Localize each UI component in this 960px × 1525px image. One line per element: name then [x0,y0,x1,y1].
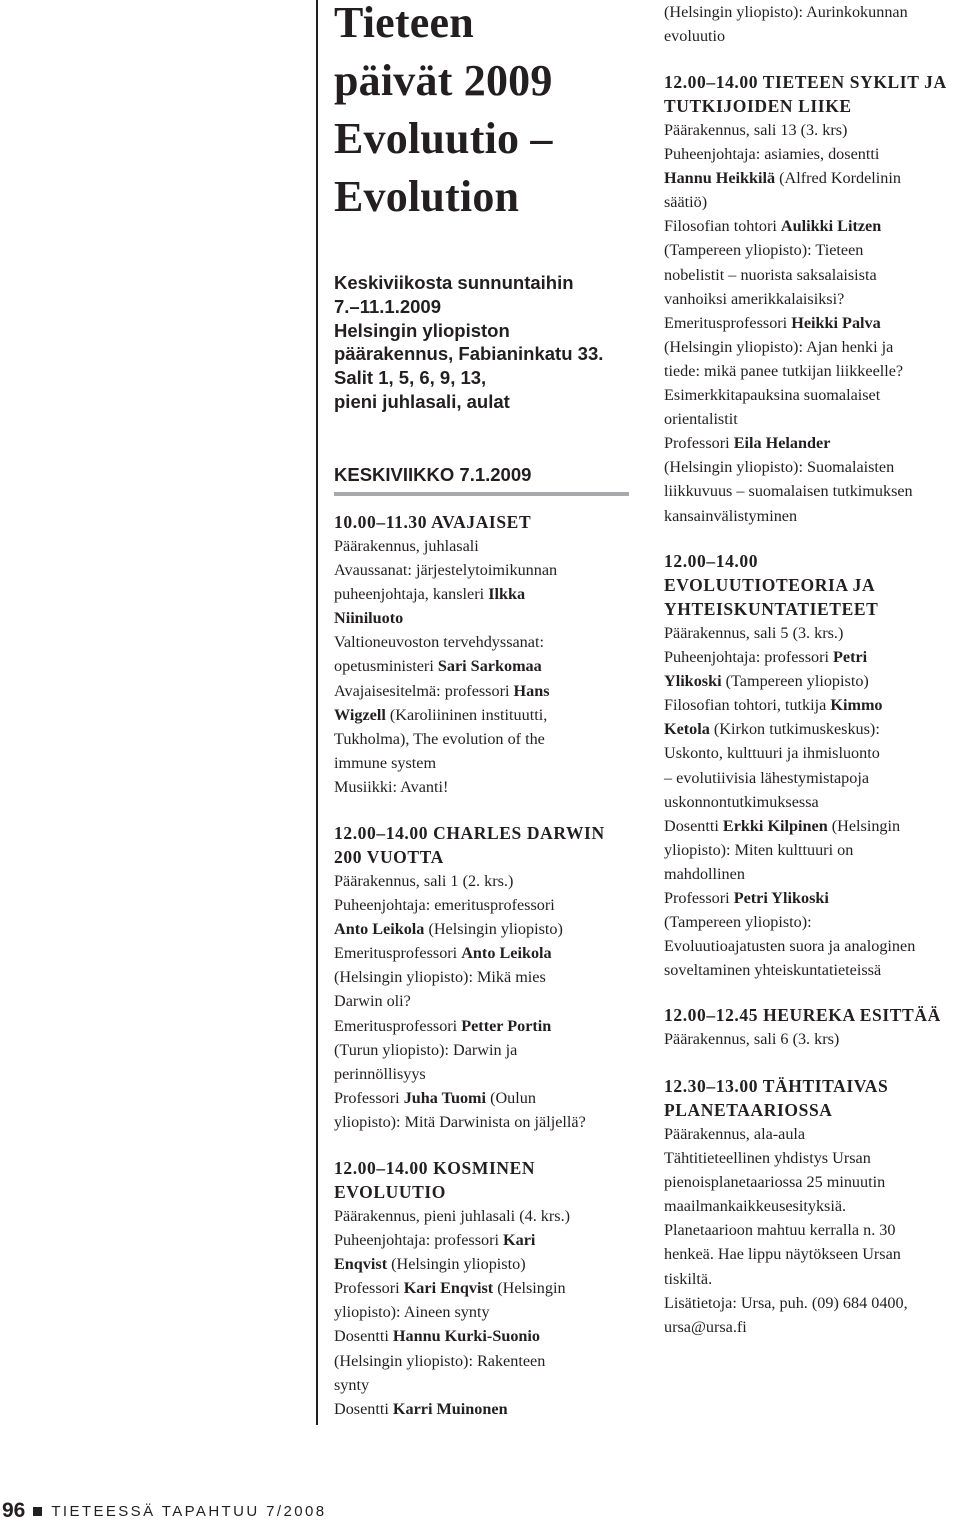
line-text: maailmankaikkeusesityksiä. [664,1197,847,1216]
speaker-name: Hannu Heikkilä [664,169,776,188]
title-line: Tieteen [334,0,474,47]
program-line [664,1146,908,1170]
program-line [664,190,947,214]
line-text: orientalistit [664,410,738,429]
line-text: säätiö) [664,193,708,212]
speaker-name: Anto Leikola [461,944,552,963]
line-text: (Helsingin yliopisto): Rakenteen [334,1351,546,1370]
session-heading: 12.00–14.00 KOSMINEN [334,1158,536,1178]
line-text: evoluutio [664,27,726,46]
column-divider [316,0,318,1425]
line-text: Professori [334,1279,404,1298]
program-line [664,335,947,359]
program-line [334,751,557,775]
program-line [334,869,605,893]
program-line [664,910,915,934]
line-text: (Helsingin yliopisto): Mikä mies [334,968,546,987]
program-line [334,1300,570,1324]
session-block [334,510,557,799]
program-line [664,166,947,190]
page-number: 96 [2,1499,26,1522]
program-line [334,654,557,678]
program-line [334,1110,605,1134]
line-text: Päärakennus, sali 5 (3. krs.) [664,624,844,642]
program-line [664,1267,908,1291]
program-line [664,214,947,238]
session-heading: 12.00–14.00 [664,551,759,571]
session-heading: YHTEISKUNTATIETEET [664,599,879,619]
session-heading: PLANETAARIOSSA [664,1100,833,1120]
session-block [334,821,605,1134]
speaker-name: Heikki Palva [791,313,881,332]
session-block [664,1003,941,1051]
line-text: Avaussanat: järjestelytoimikunnan [334,561,558,580]
program-line [664,1242,908,1266]
session-heading: 12.00–12.45 HEUREKA ESITTÄÄ [664,1005,941,1025]
program-line [334,1204,570,1228]
speaker-name: Hans [513,681,550,700]
line-text: Evoluutioajatusten suora ja analoginen [664,937,916,956]
program-line [664,263,947,287]
program-line [664,1315,908,1339]
program-line [664,1194,908,1218]
program-line [664,669,915,693]
footer-square-icon [33,1507,42,1516]
line-text: Päärakennus, sali 6 (3. krs) [664,1030,840,1048]
program-line [664,741,915,765]
event-info-line: Salit 1, 5, 6, 9, 13, [334,367,487,389]
program-line [334,1062,605,1086]
line-text: (Turun yliopisto): Darwin ja [334,1040,518,1059]
program-line [334,558,557,582]
session-block [334,1156,570,1421]
program-line [334,1086,605,1110]
line-text: Professori [334,1088,404,1107]
line-text: Puheenjohtaja: emeritusprofessori [334,896,555,915]
session-heading: 10.00–11.30 AVAJAISET [334,512,532,532]
session-block [664,70,947,528]
speaker-name: Ketola [664,720,710,739]
line-text: Tähtitieteellinen yhdistys Ursan [664,1149,871,1168]
program-line [334,1349,570,1373]
program-line [334,630,557,654]
line-text: vanhoiksi amerikkalaisiksi? [664,289,845,308]
program-line [664,1027,941,1051]
title-line: Evoluutio – [334,114,553,163]
program-line [334,775,557,799]
session-heading: 12.00–14.00 CHARLES DARWIN [334,823,605,843]
program-line [664,0,908,24]
line-text: (Helsingin yliopisto): Suomalaisten [664,458,895,477]
program-line [664,504,947,528]
line-text: (Helsingin yliopisto) [424,920,563,939]
speaker-name: Wigzell [334,705,386,724]
program-line [664,431,947,455]
line-text: Päärakennus, ala-aula [664,1125,806,1143]
line-text: Emeritusprofessori [664,313,792,332]
line-text: (Kirkon tutkimuskeskus): [709,720,880,739]
speaker-name: Erkki Kilpinen [722,816,828,835]
event-info-line: Keskiviikosta sunnuntaihin [334,272,574,293]
program-line [664,24,908,48]
line-text: Professori [664,434,734,453]
program-line [664,359,947,383]
speaker-name: Juha Tuomi [403,1088,487,1107]
line-text: (Tampereen yliopisto): [664,913,812,932]
program-line [664,287,947,311]
speaker-name: Kimmo [830,696,883,715]
program-line [664,838,915,862]
page-footer [0,1500,326,1522]
program-line [334,1252,570,1276]
line-text: (Helsingin yliopisto): Ajan henki ja [664,337,894,356]
program-line [334,1038,605,1062]
line-text: yliopisto): Miten kulttuuri on [664,840,854,859]
day-heading-text: KESKIVIIKKO 7.1.2009 [334,464,532,485]
speaker-name: Sari Sarkomaa [437,657,542,676]
program-line [334,534,557,558]
program-line [334,965,605,989]
speaker-name: Karri Muinonen [392,1399,508,1418]
program-line [664,621,915,645]
line-text: (Tampereen yliopisto): Tieteen [664,241,864,260]
line-text: synty [334,1375,370,1394]
line-text: Dosentti [664,816,723,835]
program-line [664,1218,908,1242]
speaker-name: Petter Portin [461,1016,552,1035]
program-line [664,934,915,958]
program-line [664,311,947,335]
program-line [664,814,915,838]
program-line [334,606,557,630]
title-line: päivät 2009 [334,56,553,105]
line-text: Musiikki: Avanti! [334,777,449,796]
program-line [334,989,605,1013]
page-title [334,0,553,226]
speaker-name: Petri [833,648,868,667]
program-line [334,941,605,965]
line-text: (Tampereen yliopisto) [721,672,869,691]
speaker-name: Anto Leikola [334,920,425,939]
line-text: Filosofian tohtori, tutkija [664,696,831,715]
event-info-line: Helsingin yliopiston [334,319,510,341]
day-heading [334,463,629,496]
program-line [664,693,915,717]
program-line [664,238,947,262]
program-line [334,1373,570,1397]
line-text: Puheenjohtaja: professori [664,648,834,667]
line-text: mahdollinen [664,864,745,883]
program-line [664,645,915,669]
event-info-line: 7.–11.1.2009 [334,295,441,317]
session-heading: 12.00–14.00 TIETEEN SYKLIT JA [664,72,947,92]
session-heading: 12.30–13.00 TÄHTITAIVAS [664,1076,889,1096]
line-text: uskonnontutkimuksessa [664,792,819,811]
line-text: Planetaarioon mahtuu kerralla n. 30 [664,1221,896,1240]
program-line [334,1397,570,1421]
program-line [334,1276,570,1300]
line-text: Lisätietoja: Ursa, puh. (09) 684 0400, [664,1293,908,1312]
line-text: Professori [664,889,734,908]
program-line [664,862,915,886]
session-heading: EVOLUUTIOTEORIA JA [664,575,876,595]
speaker-name: Ylikoski [664,672,722,691]
line-text: Esimerkkitapauksina suomalaiset [664,386,881,405]
speaker-name: Petri Ylikoski [733,889,829,908]
program-line [334,893,605,917]
speaker-name: Kari [503,1231,536,1250]
line-text: opetusministeri [334,657,438,676]
day-heading-rule [334,492,629,496]
session-block [664,0,908,48]
line-text: ursa@ursa.fi [664,1317,747,1336]
event-info [334,271,603,414]
program-line [664,790,915,814]
line-text: immune system [334,753,437,772]
program-line [334,679,557,703]
speaker-name: Ilkka [488,585,526,604]
program-line [664,958,915,982]
program-line [334,703,557,727]
line-text: – evolutiivisia lähestymistapoja [664,768,870,787]
line-text: nobelistit – nuorista saksalaisista [664,265,877,284]
line-text: puheenjohtaja, kansleri [334,585,489,604]
program-line [664,479,947,503]
line-text: (Karoliininen instituutti, [385,705,548,724]
speaker-name: Enqvist [334,1255,388,1274]
session-heading: EVOLUUTIO [334,1182,447,1202]
speaker-name: Hannu Kurki-Suonio [392,1327,541,1346]
program-line [664,407,947,431]
line-text: Darwin oli? [334,992,411,1011]
line-text: Puheenjohtaja: professori [334,1231,504,1250]
line-text: (Oulun [486,1088,536,1107]
line-text: perinnöllisyys [334,1064,426,1083]
speaker-name: Eila Helander [733,434,831,453]
line-text: Emeritusprofessori [334,1016,462,1035]
line-text: Dosentti [334,1327,393,1346]
line-text: soveltaminen yhteiskuntatieteissä [664,961,882,980]
program-line [664,118,947,142]
line-text: yliopisto): Aineen synty [334,1303,490,1322]
event-info-line: päärakennus, Fabianinkatu 33. [334,343,604,365]
line-text: tiede: mikä panee tutkijan liikkeelle? [664,361,904,380]
line-text: Uskonto, kulttuuri ja ihmisluonto [664,744,880,763]
program-line [334,1014,605,1038]
line-text: Päärakennus, pieni juhlasali (4. krs.) [334,1207,571,1225]
publication-name: TIETEESSÄ TAPAHTUU 7/2008 [51,1502,327,1520]
session-block [664,549,915,982]
speaker-name: Kari Enqvist [403,1279,494,1298]
session-heading: 200 VUOTTA [334,847,444,867]
line-text: (Helsingin [827,816,901,835]
line-text: Filosofian tohtori [664,217,781,236]
line-text: yliopisto): Mitä Darwinista on jäljellä? [334,1112,586,1131]
line-text: tiskiltä. [664,1269,713,1288]
line-text: (Helsingin yliopisto) [387,1255,526,1274]
line-text: Dosentti [334,1399,393,1418]
line-text: pienoisplanetaariossa 25 minuutin [664,1173,886,1192]
line-text: Valtioneuvoston tervehdyssanat: [334,633,544,652]
program-line [334,582,557,606]
line-text: (Helsingin yliopisto): Aurinkokunnan [664,3,908,21]
line-text: Emeritusprofessori [334,944,462,963]
speaker-name: Niiniluoto [334,609,404,628]
line-text: Tukholma), The evolution of the [334,729,545,748]
program-line [664,142,947,166]
line-text: Avajaisesitelmä: professori [334,681,514,700]
program-line [664,886,915,910]
speaker-name: Aulikki Litzen [780,217,882,236]
line-text: Puheenjohtaja: asiamies, dosentti [664,145,880,164]
event-info-line: pieni juhlasali, aulat [334,390,510,412]
program-line [664,1170,908,1194]
line-text: (Helsingin [493,1279,566,1298]
program-line [664,455,947,479]
line-text: (Alfred Kordelinin [775,169,901,188]
program-line [334,917,605,941]
line-text: Päärakennus, sali 13 (3. krs) [664,121,848,139]
title-line: Evolution [334,172,520,221]
program-line [664,1291,908,1315]
program-line [334,1324,570,1348]
line-text: henkeä. Hae lippu näytökseen Ursan [664,1245,901,1264]
program-line [664,383,947,407]
session-heading: TUTKIJOIDEN LIIKE [664,96,852,116]
program-line [334,1228,570,1252]
line-text: kansainvälistyminen [664,506,798,525]
line-text: Päärakennus, juhlasali [334,537,479,555]
program-line [664,766,915,790]
program-line [664,1122,908,1146]
line-text: liikkuvuus – suomalaisen tutkimuksen [664,482,913,501]
program-line [334,727,557,751]
program-line [664,717,915,741]
line-text: Päärakennus, sali 1 (2. krs.) [334,872,514,890]
session-block [664,1074,908,1339]
